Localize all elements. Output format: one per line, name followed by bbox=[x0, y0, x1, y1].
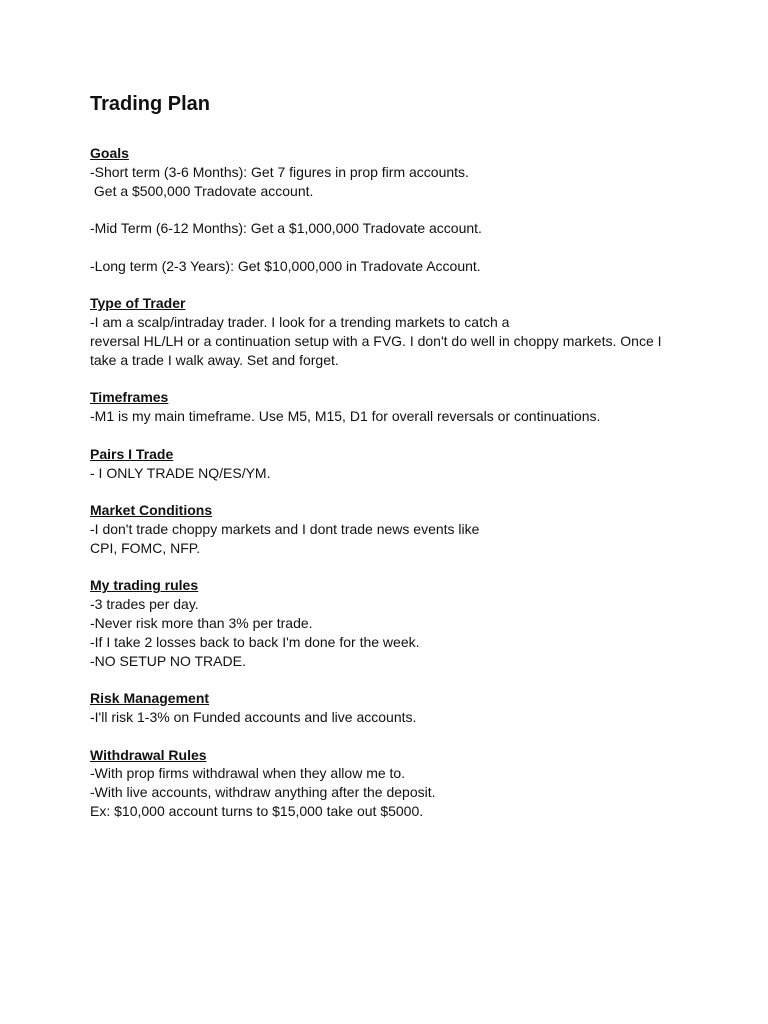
section-heading: Market Conditions bbox=[90, 502, 213, 519]
section-type-of-trader bbox=[90, 294, 690, 369]
document-body bbox=[90, 144, 690, 821]
text-line: -M1 is my main timeframe. Use M5, M15, D1 for overall reversals or continuations. bbox=[90, 408, 601, 425]
text-line: -Never risk more than 3% per trade. bbox=[90, 614, 313, 631]
text-line: -I don't trade choppy markets and I dont trade news events like bbox=[90, 520, 480, 537]
section-heading: Goals bbox=[90, 145, 129, 161]
text-line: -NO SETUP NO TRADE. bbox=[90, 652, 246, 669]
section-heading: My trading rules bbox=[90, 577, 199, 594]
text-line: reversal HL/LH or a continuation setup with a FVG. I don't do well in choppy markets. Once I bbox=[90, 332, 662, 349]
section-market-conditions bbox=[90, 501, 690, 557]
text-line: CPI, FOMC, NFP. bbox=[90, 539, 201, 556]
section-heading: Risk Management bbox=[90, 690, 210, 707]
section-heading: Withdrawal Rules bbox=[90, 746, 207, 763]
text-line: -If I take 2 losses back to back I'm done for the week. bbox=[90, 633, 420, 650]
section-heading: Pairs I Trade bbox=[90, 445, 174, 462]
text-line: -3 trades per day. bbox=[90, 596, 199, 613]
text-line: -Short term (3-6 Months): Get 7 figures in prop firm accounts. bbox=[90, 163, 469, 180]
text-line: -Long term (2-3 Years): Get $10,000,000 in Tradovate Account. bbox=[90, 257, 481, 274]
text-line: - I ONLY TRADE NQ/ES/YM. bbox=[90, 464, 271, 481]
section-risk-management bbox=[90, 689, 690, 727]
text-line: -With live accounts, withdraw anything after the deposit. bbox=[90, 784, 436, 801]
section-timeframes bbox=[90, 388, 690, 426]
text-line: -With prop firms withdrawal when they allow me to. bbox=[90, 765, 406, 782]
section-heading: Type of Trader bbox=[90, 295, 186, 312]
section-heading: Timeframes bbox=[90, 389, 169, 406]
document-title: Trading Plan bbox=[90, 93, 211, 115]
blank-line bbox=[90, 200, 690, 219]
section-my-trading-rules bbox=[90, 576, 690, 670]
section-goals bbox=[90, 144, 690, 276]
section-pairs-i-trade bbox=[90, 445, 690, 483]
section-withdrawal-rules bbox=[90, 746, 690, 821]
text-line: take a trade I walk away. Set and forget. bbox=[90, 351, 339, 368]
blank-line bbox=[90, 238, 690, 257]
text-line: Ex: $10,000 account turns to $15,000 take out $5000. bbox=[90, 802, 424, 819]
text-line: Get a $500,000 Tradovate account. bbox=[90, 182, 314, 199]
text-line: -I am a scalp/intraday trader. I look for a trending markets to catch a bbox=[90, 314, 510, 331]
document-page bbox=[90, 88, 690, 839]
text-line: -Mid Term (6-12 Months): Get a $1,000,000 Tradovate account. bbox=[90, 220, 482, 237]
text-line: -I'll risk 1-3% on Funded accounts and live accounts. bbox=[90, 708, 417, 725]
